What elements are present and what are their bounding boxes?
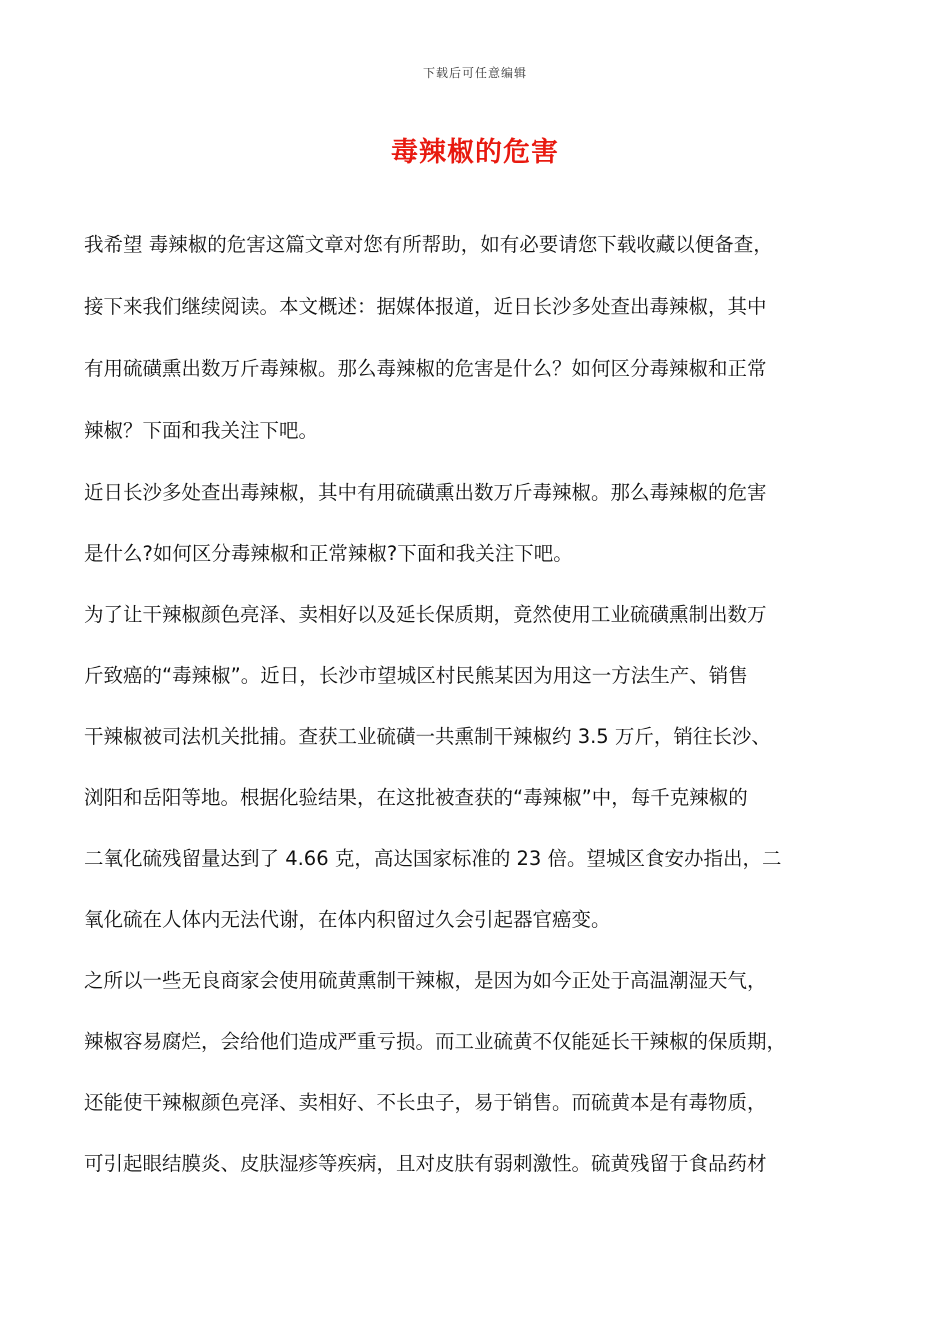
paragraph-intro (84, 214, 884, 462)
text-line: 二氧化硫残留量达到了 4.66 克，高达国家标准的 23 倍。望城区食安办指出，二 (84, 847, 782, 870)
text-line: 接下来我们继续阅读。本文概述：据媒体报道，近日长沙多处查出毒辣椒，其中 (84, 295, 767, 318)
text-line: 是什么?如何区分毒辣椒和正常辣椒?下面和我关注下吧。 (84, 542, 573, 565)
document-body (84, 214, 884, 1194)
text-line: 近日长沙多处查出毒辣椒，其中有用硫磺熏出数万斤毒辣椒。那么毒辣椒的危害 (84, 481, 767, 504)
paragraph-summary (84, 462, 884, 584)
text-line: 有用硫磺熏出数万斤毒辣椒。那么毒辣椒的危害是什么？如何区分毒辣椒和正常 (84, 357, 767, 380)
text-line: 我希望 毒辣椒的危害这篇文章对您有所帮助，如有必要请您下载收藏以便备查， (84, 233, 773, 256)
text-line: 干辣椒被司法机关批捕。查获工业硫磺一共熏制干辣椒约 3.5 万斤，销往长沙、 (84, 725, 771, 748)
text-line: 辣椒容易腐烂，会给他们造成严重亏损。而工业硫黄不仅能延长干辣椒的保质期， (84, 1030, 787, 1053)
text-line: 斤致癌的“毒辣椒”。近日，长沙市望城区村民熊某因为用这一方法生产、销售 (84, 664, 748, 687)
paragraph-case (84, 584, 884, 950)
text-line: 之所以一些无良商家会使用硫黄熏制干辣椒，是因为如今正处于高温潮湿天气， (84, 969, 767, 992)
header-note: 下载后可任意编辑 (422, 66, 527, 80)
text-line: 为了让干辣椒颜色亮泽、卖相好以及延长保质期，竟然使用工业硫磺熏制出数万 (84, 603, 767, 626)
text-line: 可引起眼结膜炎、皮肤湿疹等疾病，且对皮肤有弱刺激性。硫黄残留于食品药材 (84, 1152, 767, 1175)
text-line: 氧化硫在人体内无法代谢，在体内积留过久会引起器官癌变。 (84, 908, 611, 931)
text-line: 浏阳和岳阳等地。根据化验结果，在这批被查获的“毒辣椒”中，每千克辣椒的 (84, 786, 748, 809)
paragraph-reason (84, 950, 884, 1194)
text-line: 辣椒？下面和我关注下吧。 (84, 419, 319, 442)
text-line: 还能使干辣椒颜色亮泽、卖相好、不长虫子，易于销售。而硫黄本是有毒物质， (84, 1091, 767, 1114)
document-title: 毒辣椒的危害 (391, 137, 559, 168)
